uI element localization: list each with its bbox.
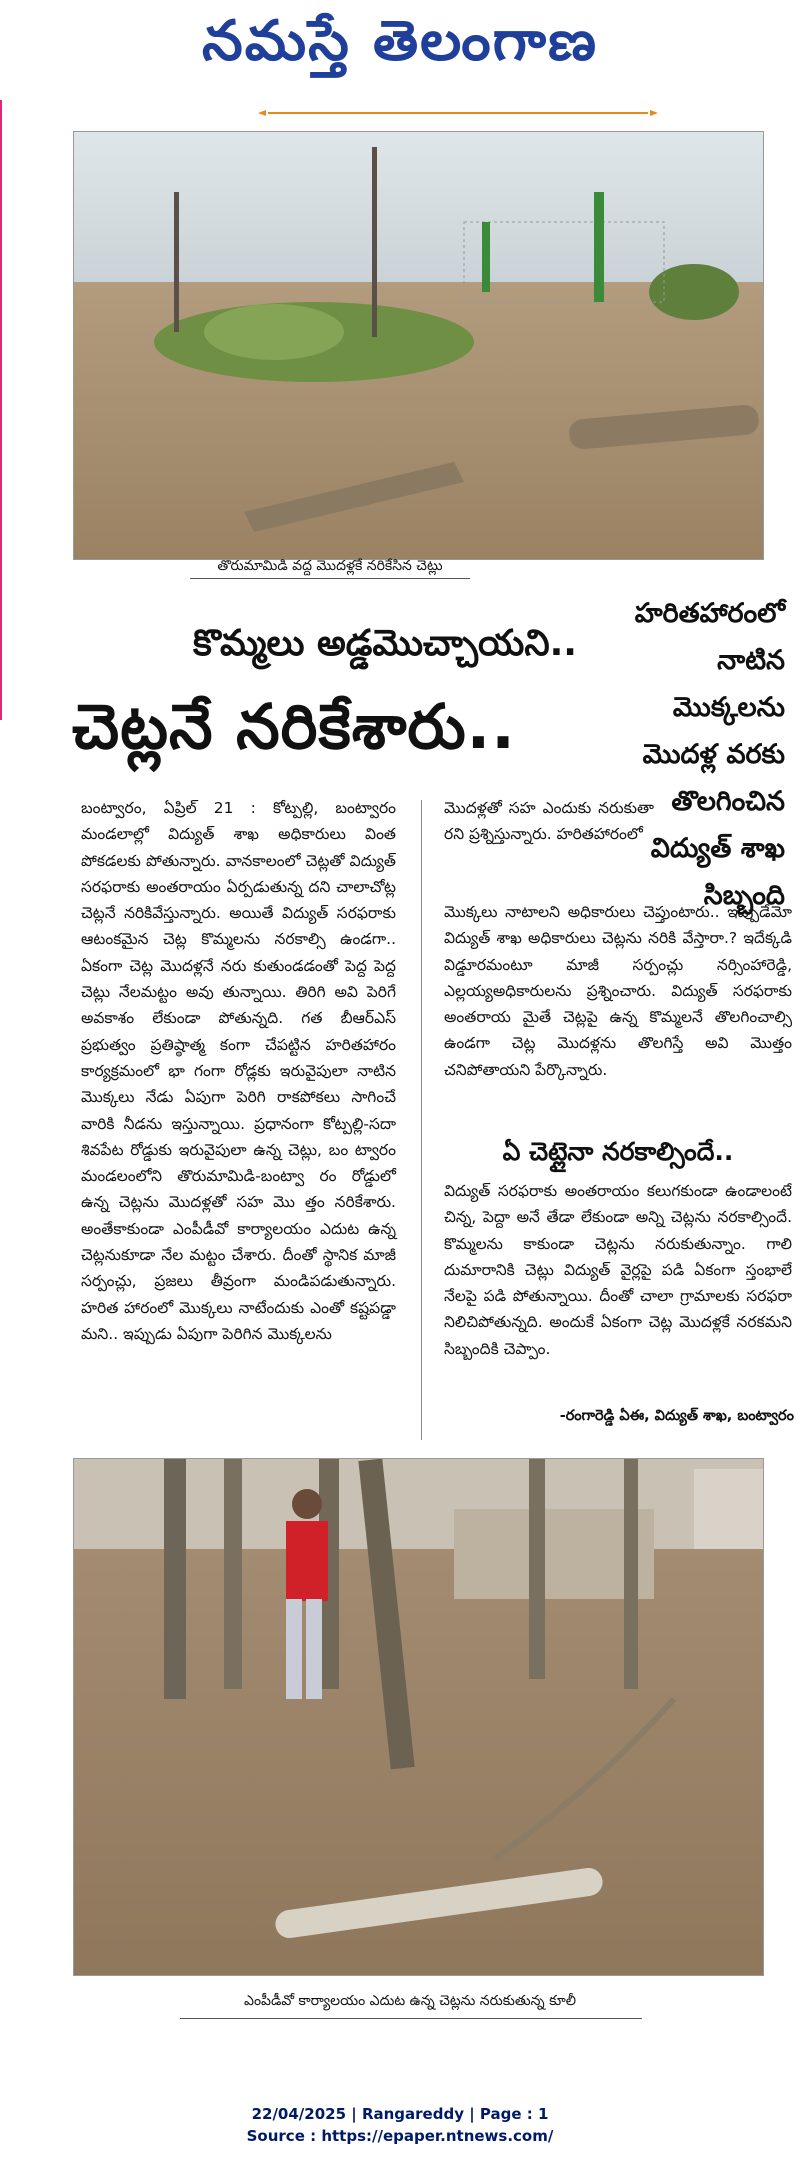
column-rule xyxy=(421,800,422,1440)
quote-attribution: -రంగారెడ్డి ఏఈ, విద్యుత్ శాఖ, బంట్వారం xyxy=(559,1408,794,1424)
article-column-2-top xyxy=(444,795,654,848)
side-deck-line: మొదళ్ల వరకు xyxy=(642,739,785,770)
footer-dateline: 22/04/2025 | Rangareddy | Page : 1 xyxy=(251,2105,549,2123)
side-deck-line: హరితహారంలో xyxy=(634,598,785,629)
article-column-3 xyxy=(444,1178,792,1362)
photo-caption-bottom: ఎంపీడీవో కార్యాలయం ఎదుట ఉన్న చెట్లను నరుకుతున్న కూలీ xyxy=(244,1993,576,2009)
photo-felled-trees-roadside xyxy=(73,131,764,560)
article-column-2 xyxy=(444,899,792,1083)
article-paragraph: మొక్కలు నాటాలని అధికారులు చెప్తుంటారు.. ఇప్పుడేమో విద్యుత్ శాఖ అధికారులు చెట్లను నరికి వేస్తారా.? ఇదేక్కడి విడ్డూరమంటూ మాజీ సర్పంచ్లు నర్సింహారెడ్డి, ఎల్లయ్యఅధికారులను ప్రశ్నించారు. విద్యుత్ సరఫరాకు అంతరాయ మైతే చెట్లపై ఉన్న కొమ్మలనే తొలగించాల్సి ఉండగా చెట్ల మొదళ్లను తొలగిస్తే అవి మొత్తం చనిపోతాయని పేర్కొన్నారు. xyxy=(444,903,792,1079)
side-deck xyxy=(580,590,785,919)
accent-rule xyxy=(0,100,2,720)
ornamental-divider xyxy=(258,110,658,116)
article-paragraph: మొదళ్లతో సహ ఎందుకు నరుకుతా రని ప్రశ్నిస్తున్నారు. హరితహారంలో xyxy=(444,799,654,844)
article-paragraph: బంట్వారం, ఏప్రిల్ 21 : కోట్పల్లి, బంట్వారం మండలాల్లో విద్యుత్ శాఖ అధికారులు వింత పోకడలకు పోతున్నారు. వానకాలంలో చెట్లతో విద్యుత్ సరఫరాకు అంతరాయం ఏర్పడుతున్న దని చాలాచోట్ల చెట్లనే నరికివేస్తున్నారు. అయితే విద్యుత్ సరఫరాకు ఆటంకమైన చెట్ల కొమ్మలను నరకాల్సి ఉండగా.. ఏకంగా చెట్ల మొదళ్లనే నరు కుతుండడంతో పెద్ద పెద్ద చెట్లు నేలమట్టం అవు తున్నాయి. తిరిగి అవి పెరిగే అవకాశం లేకుండా పోతున్నది. గత బీఆర్ఎస్ ప్రభుత్వం ప్రతిష్ఠాత్మ కంగా చేపట్టిన హరితహారం కార్యక్రమంలో భా గంగా రోడ్లకు ఇరువైపులా నాటిన మొక్కలు నేడు ఏపుగా పెరిగి రాకపోకలు సాగించే వారికి నీడను ఇస్తున్నాయి. ప్రధానంగా కోట్పల్లి-సదా శివపేట రోడ్డుకు ఇరువైపులా ఉన్న చెట్లు, బం ట్వారం మండలంలోని తొరుమామిడి-బంట్వా రం రోడ్డులో ఉన్న చెట్లను మొదళ్లతో సహ మొ త్తం నరికేశారు. అంతేకాకుండా ఎంపీడీవో కార్యాలయం ఎదుట ఉన్న చెట్లనుకూడా నేల మట్టం చేశారు. దీంతో స్థానిక మాజీ సర్పంచ్లు, ప్రజలు తీవ్రంగా మండిపడుతున్నారు. హరిత హారంలో మొక్కలు నాటేందుకు ఎంతో కష్టపడ్డా మని.. ఇప్పుడు ఏపుగా పెరిగిన మొక్కలను xyxy=(81,799,396,1343)
side-deck-line: తొలగించిన xyxy=(671,786,785,817)
article-column-1 xyxy=(81,795,396,1455)
photo-worker-cutting-trees xyxy=(73,1458,764,1976)
main-headline: చెట్లనే నరికేశారు.. xyxy=(72,690,516,763)
photo-caption-top: తొరుమామిడి వద్ద మొదళ్లకే నరికేసిన చెట్లు xyxy=(217,558,443,574)
footer-source: Source : https://epaper.ntnews.com/ xyxy=(246,2127,554,2145)
sub-headline: ఏ చెట్లైనా నరకాల్సిందే.. xyxy=(502,1137,734,1166)
caption-rule xyxy=(190,578,470,579)
article-paragraph: విద్యుత్ సరఫరాకు అంతరాయం కలుగకుండా ఉండాలంటే చిన్న, పెద్దా అనే తేడా లేకుండా అన్ని చెట్లను నరకాల్సిందే. కొమ్మలను కాకుండా చెట్లను నరుకుతున్నాం. గాలి దుమారానికి చెట్లు విద్యుత్ వైర్లపై పడి ఏకంగా స్తంభాలే నేలపై పడి పోతున్నాయి. దీంతో చాలా గ్రామాలకు సరఫరా నిలిచిపోతున్నది. అందుకే ఏకంగా చెట్ల మొదళ్లకే నరకమని సిబ్బందికి చెప్పాం. xyxy=(444,1182,792,1358)
side-deck-line: మొక్కలను xyxy=(672,692,785,723)
side-deck-line: విద్యుత్ శాఖ xyxy=(650,833,785,864)
masthead-logo: నమస్తే తెలంగాణ xyxy=(202,8,598,73)
side-deck-line: నాటిన xyxy=(717,645,785,676)
caption-rule xyxy=(180,2018,642,2019)
side-deck-line: సిబ్బంది xyxy=(703,880,785,911)
kicker-headline: కొమ్మలు అడ్డమొచ్చాయని.. xyxy=(193,623,577,664)
